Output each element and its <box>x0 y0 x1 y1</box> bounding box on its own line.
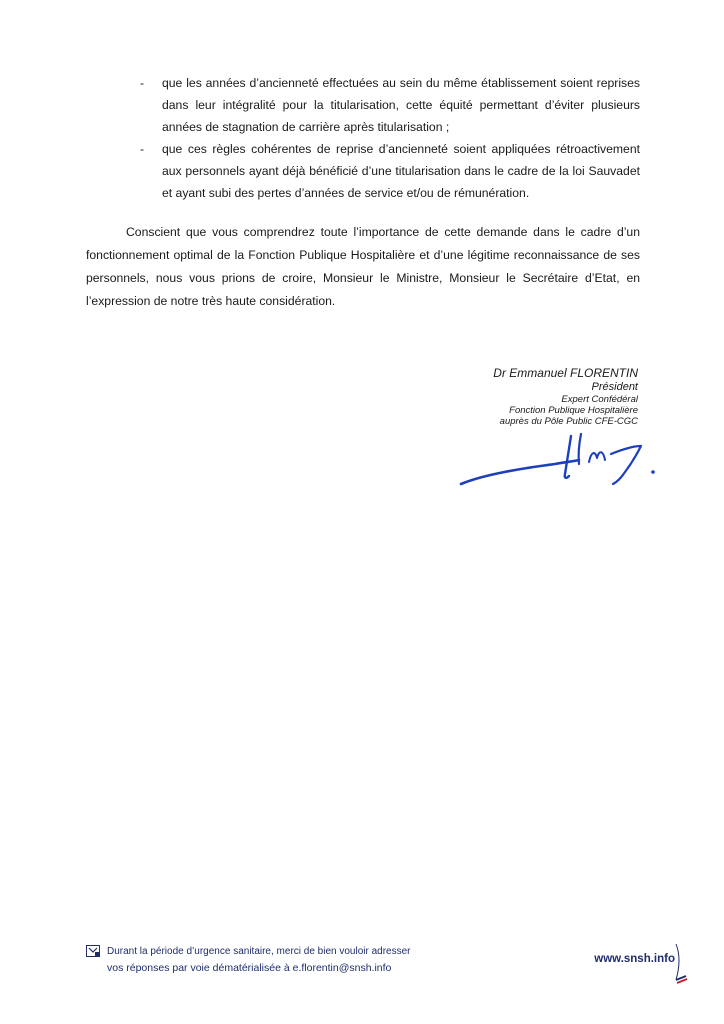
request-text: que les années d’ancienneté effectuées au sein du même établissement soient reprises dans leur intégralité pour la titularisation, cette équité permettant d’éviter plusieurs années de stagnation de carrière après titularisation ; <box>162 76 640 134</box>
signatory-block <box>493 366 638 427</box>
bullet-dash: - <box>140 76 145 90</box>
closing-paragraph: Conscient que vous comprendrez toute l’importance de cette demande dans le cadre d’un fonctionnement optimal de la Fonction Publique Hospitalière et d’une légitime reconnaissance de ses personnels, nous vous prions de croire, Monsieur le Ministre, Monsieur le Secrétaire d’Etat, en l’expression de notre très haute considération. <box>86 225 640 308</box>
signatory-name: Dr Emmanuel FLORENTIN <box>493 366 638 380</box>
website-link[interactable]: www.snsh.info <box>594 953 675 965</box>
footer-notice-line1: Durant la période d’urgence sanitaire, merci de bien vouloir adresser <box>107 946 411 957</box>
signatory-department: Fonction Publique Hospitalière <box>509 405 638 416</box>
signatory-affiliation: auprès du Pôle Public CFE-CGC <box>499 416 638 427</box>
signatory-role: Expert Confédéral <box>561 394 638 405</box>
request-item <box>140 72 640 138</box>
mail-icon <box>86 945 100 957</box>
request-item <box>140 138 640 204</box>
request-list <box>140 72 640 204</box>
signatory-title: Président <box>591 381 638 393</box>
request-text: que ces règles cohérentes de reprise d’ancienneté soient appliquées rétroactivement aux personnels ayant déjà bénéficié d’une titularisation dans le cadre de la loi Sauvadet et ayant subi des pertes d’années de service et/ou de rémunération. <box>162 142 640 200</box>
brand-ribbon-icon <box>674 940 688 984</box>
footer-notice-line2: vos réponses par voie dématérialisée à e.florentin@snsh.info <box>107 962 392 974</box>
bullet-dash: - <box>140 142 145 156</box>
footer-notice <box>107 944 411 976</box>
handwritten-signature <box>455 428 665 490</box>
